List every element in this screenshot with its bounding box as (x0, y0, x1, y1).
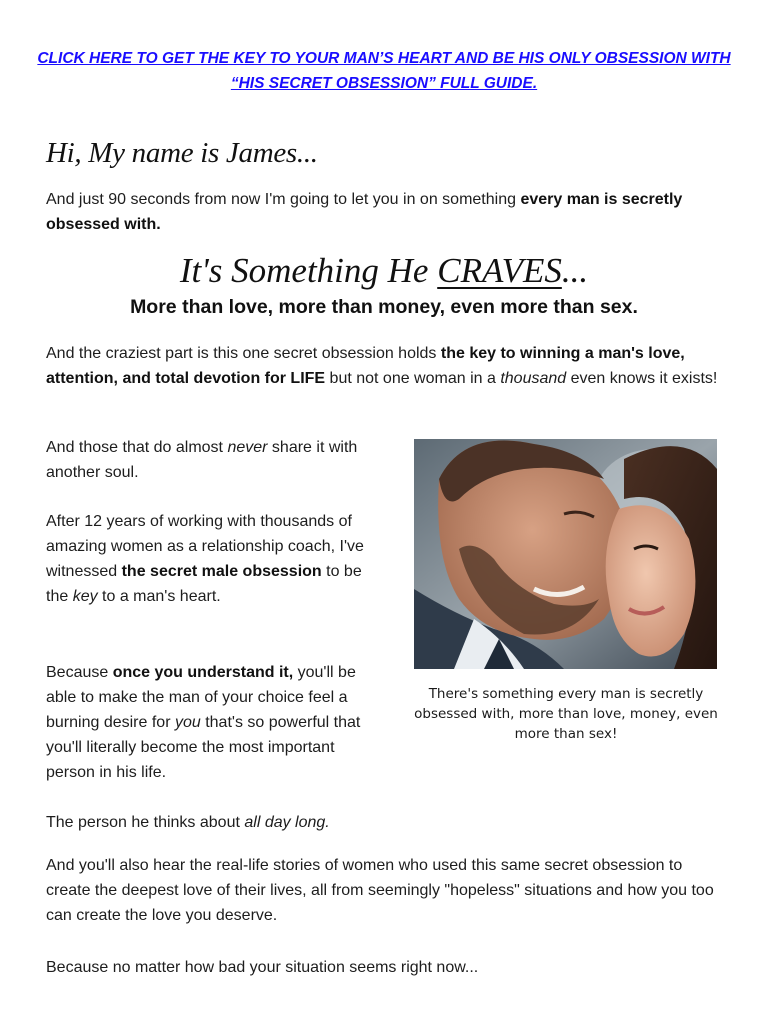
p6-italic: all day long. (244, 814, 330, 831)
p2-bold: the key to winning a man's love, attention, and total devotion for LIFE (46, 345, 685, 387)
paragraph-those-that-do (46, 435, 364, 485)
p3-text-a: And those that do almost (46, 439, 228, 456)
p2-italic: thousand (500, 370, 567, 387)
guide-link-line-1[interactable]: CLICK HERE TO GET THE KEY TO YOUR MAN’S HEART AND BE HIS ONLY OBSESSION WITH (37, 50, 731, 67)
p3-text-b: share it with another soul. (46, 439, 358, 481)
paragraph-no-matter-how-bad: Because no matter how bad your situation seems right now... (46, 959, 479, 976)
intro-paragraph (46, 187, 726, 237)
p5-text-c: that's so powerful that you'll literally become the most important person in his life. (46, 714, 361, 781)
greeting-heading: Hi, My name is James... (46, 137, 318, 169)
headline-suffix: ... (561, 251, 589, 290)
paragraph-once-you-understand (46, 660, 364, 785)
p2-text-b: but not one woman in a (325, 370, 501, 387)
p4-text-a: After 12 years of working with thousands of amazing women as a relationship coach, I've witnessed (46, 513, 364, 580)
p4-bold: the secret male obsession (121, 563, 322, 580)
p6-text-a: The person he thinks about (46, 814, 245, 831)
headline-emphasis: CRAVES (437, 251, 562, 290)
subheadline: More than love, more than money, even more than sex. (130, 296, 638, 318)
photo-caption: There's something every man is secretly obsessed with, more than love, money, even more than sex! (414, 686, 718, 742)
p5-text-a: Because (46, 664, 113, 681)
couple-photo-icon (414, 439, 717, 669)
guide-link-line-2[interactable]: “HIS SECRET OBSESSION” FULL GUIDE. (230, 75, 538, 92)
guide-link[interactable] (20, 46, 748, 96)
p5-bold: once you understand it, (112, 664, 294, 681)
p4-text-b: to be the (46, 563, 362, 605)
paragraph-craziest-part (46, 341, 726, 391)
p5-text-b: you'll be able to make the man of your choice feel a burning desire for (46, 664, 356, 731)
paragraph-twelve-years (46, 509, 364, 609)
couple-photo (414, 439, 717, 669)
headline (0, 248, 768, 294)
p3-italic: never (227, 439, 268, 456)
p2-text-c: even knows it exists! (566, 370, 718, 387)
paragraph-all-day-long (46, 810, 364, 835)
p2-text-a: And the craziest part is this one secret obsession holds (46, 345, 441, 362)
paragraph-real-life-stories: And you'll also hear the real-life stories of women who used this same secret obsession to create the deepest love of their lives, all from seemingly "hopeless" situations and how you too can create the love you deserve. (46, 857, 714, 924)
p5-italic: you (174, 714, 201, 731)
p4-text-c: to a man's heart. (97, 588, 221, 605)
intro-text: And just 90 seconds from now I'm going to let you in on something (46, 191, 521, 208)
p4-italic: key (72, 588, 98, 605)
headline-prefix: It's Something He (179, 251, 438, 290)
intro-bold: every man is secretly obsessed with. (46, 191, 683, 233)
